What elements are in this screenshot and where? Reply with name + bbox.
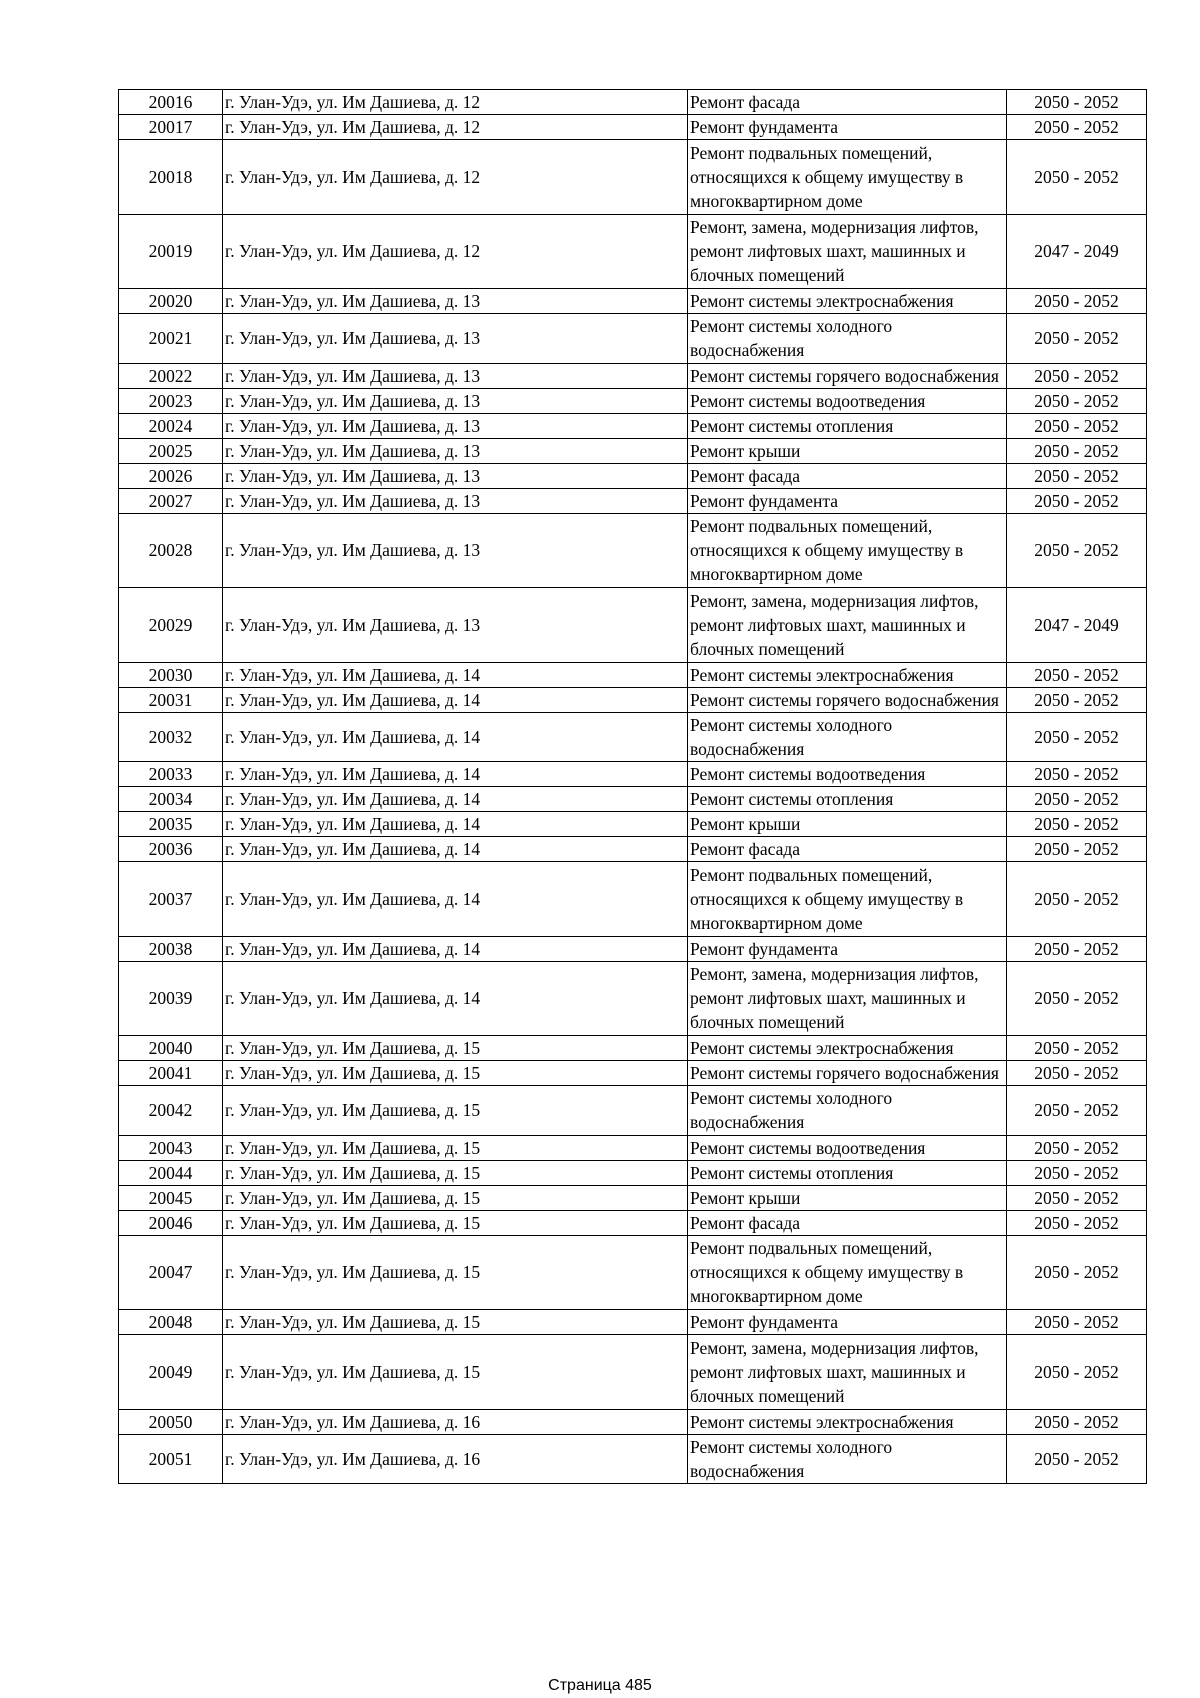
row-work-cell: Ремонт системы электроснабжения bbox=[688, 1409, 1007, 1434]
row-address-cell: г. Улан-Удэ, ул. Им Дашиева, д. 15 bbox=[223, 1135, 688, 1160]
table-row bbox=[119, 413, 1147, 438]
table-row bbox=[119, 762, 1147, 787]
row-work-cell: Ремонт системы водоотведения bbox=[688, 388, 1007, 413]
row-period-cell: 2050 - 2052 bbox=[1007, 1185, 1147, 1210]
row-period-cell: 2050 - 2052 bbox=[1007, 314, 1147, 364]
table-row bbox=[119, 1235, 1147, 1310]
row-work-cell: Ремонт системы электроснабжения bbox=[688, 289, 1007, 314]
row-period-cell: 2050 - 2052 bbox=[1007, 1335, 1147, 1410]
page-number: Страница 485 bbox=[548, 1677, 652, 1694]
row-address-cell: г. Улан-Удэ, ул. Им Дашиева, д. 15 bbox=[223, 1061, 688, 1086]
row-period-cell: 2050 - 2052 bbox=[1007, 289, 1147, 314]
row-period-cell: 2050 - 2052 bbox=[1007, 363, 1147, 388]
row-address-cell: г. Улан-Удэ, ул. Им Дашиева, д. 15 bbox=[223, 1235, 688, 1310]
row-address-cell: г. Улан-Удэ, ул. Им Дашиева, д. 14 bbox=[223, 961, 688, 1036]
row-work-cell: Ремонт, замена, модернизация лифтов, ремонт лифтовых шахт, машинных и блочных помещений bbox=[688, 1335, 1007, 1410]
row-period-cell: 2050 - 2052 bbox=[1007, 140, 1147, 215]
row-work-cell: Ремонт системы водоотведения bbox=[688, 1135, 1007, 1160]
row-work-cell: Ремонт фундамента bbox=[688, 936, 1007, 961]
row-id-cell: 20026 bbox=[119, 463, 223, 488]
row-period-cell: 2050 - 2052 bbox=[1007, 1235, 1147, 1310]
table-row bbox=[119, 1036, 1147, 1061]
row-period-cell: 2050 - 2052 bbox=[1007, 1086, 1147, 1136]
row-period-cell: 2050 - 2052 bbox=[1007, 1135, 1147, 1160]
row-address-cell: г. Улан-Удэ, ул. Им Дашиева, д. 13 bbox=[223, 314, 688, 364]
table-row bbox=[119, 314, 1147, 364]
table-row bbox=[119, 1409, 1147, 1434]
row-work-cell: Ремонт, замена, модернизация лифтов, ремонт лифтовых шахт, машинных и блочных помещений bbox=[688, 588, 1007, 663]
row-address-cell: г. Улан-Удэ, ул. Им Дашиева, д. 13 bbox=[223, 463, 688, 488]
row-period-cell: 2050 - 2052 bbox=[1007, 1409, 1147, 1434]
row-id-cell: 20023 bbox=[119, 388, 223, 413]
row-work-cell: Ремонт системы отопления bbox=[688, 787, 1007, 812]
row-period-cell: 2050 - 2052 bbox=[1007, 936, 1147, 961]
row-work-cell: Ремонт, замена, модернизация лифтов, ремонт лифтовых шахт, машинных и блочных помещений bbox=[688, 961, 1007, 1036]
row-address-cell: г. Улан-Удэ, ул. Им Дашиева, д. 15 bbox=[223, 1335, 688, 1410]
table-row bbox=[119, 787, 1147, 812]
table-row bbox=[119, 463, 1147, 488]
works-table bbox=[118, 89, 1147, 1484]
row-id-cell: 20049 bbox=[119, 1335, 223, 1410]
row-id-cell: 20031 bbox=[119, 687, 223, 712]
table-row bbox=[119, 662, 1147, 687]
table-row bbox=[119, 438, 1147, 463]
table-row bbox=[119, 1135, 1147, 1160]
row-work-cell: Ремонт системы горячего водоснабжения bbox=[688, 687, 1007, 712]
table-row bbox=[119, 687, 1147, 712]
row-period-cell: 2050 - 2052 bbox=[1007, 662, 1147, 687]
row-id-cell: 20044 bbox=[119, 1160, 223, 1185]
row-period-cell: 2050 - 2052 bbox=[1007, 712, 1147, 762]
row-work-cell: Ремонт фасада bbox=[688, 463, 1007, 488]
table-row bbox=[119, 289, 1147, 314]
row-address-cell: г. Улан-Удэ, ул. Им Дашиева, д. 15 bbox=[223, 1036, 688, 1061]
row-id-cell: 20037 bbox=[119, 862, 223, 937]
row-address-cell: г. Улан-Удэ, ул. Им Дашиева, д. 14 bbox=[223, 712, 688, 762]
row-id-cell: 20033 bbox=[119, 762, 223, 787]
table-row bbox=[119, 862, 1147, 937]
row-address-cell: г. Улан-Удэ, ул. Им Дашиева, д. 15 bbox=[223, 1310, 688, 1335]
row-id-cell: 20050 bbox=[119, 1409, 223, 1434]
table-row bbox=[119, 1434, 1147, 1484]
row-address-cell: г. Улан-Удэ, ул. Им Дашиева, д. 14 bbox=[223, 812, 688, 837]
row-work-cell: Ремонт системы холодного водоснабжения bbox=[688, 712, 1007, 762]
table-row bbox=[119, 513, 1147, 588]
row-address-cell: г. Улан-Удэ, ул. Им Дашиева, д. 14 bbox=[223, 687, 688, 712]
row-id-cell: 20039 bbox=[119, 961, 223, 1036]
row-period-cell: 2050 - 2052 bbox=[1007, 513, 1147, 588]
row-work-cell: Ремонт фундамента bbox=[688, 115, 1007, 140]
table-row bbox=[119, 588, 1147, 663]
table-row bbox=[119, 837, 1147, 862]
row-address-cell: г. Улан-Удэ, ул. Им Дашиева, д. 16 bbox=[223, 1434, 688, 1484]
table-row bbox=[119, 488, 1147, 513]
row-address-cell: г. Улан-Удэ, ул. Им Дашиева, д. 15 bbox=[223, 1160, 688, 1185]
row-period-cell: 2050 - 2052 bbox=[1007, 438, 1147, 463]
row-period-cell: 2050 - 2052 bbox=[1007, 1310, 1147, 1335]
row-id-cell: 20021 bbox=[119, 314, 223, 364]
table-row bbox=[119, 1086, 1147, 1136]
row-period-cell: 2050 - 2052 bbox=[1007, 1210, 1147, 1235]
row-work-cell: Ремонт системы отопления bbox=[688, 1160, 1007, 1185]
row-period-cell: 2050 - 2052 bbox=[1007, 961, 1147, 1036]
row-address-cell: г. Улан-Удэ, ул. Им Дашиева, д. 12 bbox=[223, 115, 688, 140]
row-work-cell: Ремонт крыши bbox=[688, 1185, 1007, 1210]
row-address-cell: г. Улан-Удэ, ул. Им Дашиева, д. 12 bbox=[223, 214, 688, 289]
row-address-cell: г. Улан-Удэ, ул. Им Дашиева, д. 13 bbox=[223, 513, 688, 588]
row-id-cell: 20029 bbox=[119, 588, 223, 663]
row-address-cell: г. Улан-Удэ, ул. Им Дашиева, д. 14 bbox=[223, 837, 688, 862]
row-id-cell: 20035 bbox=[119, 812, 223, 837]
table-row bbox=[119, 712, 1147, 762]
row-work-cell: Ремонт системы водоотведения bbox=[688, 762, 1007, 787]
row-id-cell: 20041 bbox=[119, 1061, 223, 1086]
row-id-cell: 20017 bbox=[119, 115, 223, 140]
row-period-cell: 2050 - 2052 bbox=[1007, 1434, 1147, 1484]
table-row bbox=[119, 214, 1147, 289]
table-row bbox=[119, 90, 1147, 115]
row-id-cell: 20030 bbox=[119, 662, 223, 687]
row-id-cell: 20036 bbox=[119, 837, 223, 862]
row-address-cell: г. Улан-Удэ, ул. Им Дашиева, д. 14 bbox=[223, 662, 688, 687]
table-row bbox=[119, 363, 1147, 388]
row-work-cell: Ремонт фасада bbox=[688, 837, 1007, 862]
row-period-cell: 2050 - 2052 bbox=[1007, 463, 1147, 488]
table-row bbox=[119, 961, 1147, 1036]
row-period-cell: 2050 - 2052 bbox=[1007, 413, 1147, 438]
row-address-cell: г. Улан-Удэ, ул. Им Дашиева, д. 13 bbox=[223, 289, 688, 314]
row-address-cell: г. Улан-Удэ, ул. Им Дашиева, д. 16 bbox=[223, 1409, 688, 1434]
row-address-cell: г. Улан-Удэ, ул. Им Дашиева, д. 14 bbox=[223, 787, 688, 812]
row-work-cell: Ремонт, замена, модернизация лифтов, ремонт лифтовых шахт, машинных и блочных помещений bbox=[688, 214, 1007, 289]
row-id-cell: 20020 bbox=[119, 289, 223, 314]
row-work-cell: Ремонт фасада bbox=[688, 1210, 1007, 1235]
row-address-cell: г. Улан-Удэ, ул. Им Дашиева, д. 13 bbox=[223, 488, 688, 513]
row-period-cell: 2050 - 2052 bbox=[1007, 488, 1147, 513]
table-row bbox=[119, 1210, 1147, 1235]
row-id-cell: 20024 bbox=[119, 413, 223, 438]
row-period-cell: 2050 - 2052 bbox=[1007, 812, 1147, 837]
row-period-cell: 2050 - 2052 bbox=[1007, 762, 1147, 787]
row-id-cell: 20032 bbox=[119, 712, 223, 762]
row-id-cell: 20048 bbox=[119, 1310, 223, 1335]
row-work-cell: Ремонт подвальных помещений, относящихся к общему имуществу в многоквартирном доме bbox=[688, 513, 1007, 588]
row-address-cell: г. Улан-Удэ, ул. Им Дашиева, д. 14 bbox=[223, 936, 688, 961]
row-address-cell: г. Улан-Удэ, ул. Им Дашиева, д. 14 bbox=[223, 862, 688, 937]
row-address-cell: г. Улан-Удэ, ул. Им Дашиева, д. 12 bbox=[223, 90, 688, 115]
row-work-cell: Ремонт крыши bbox=[688, 438, 1007, 463]
row-period-cell: 2050 - 2052 bbox=[1007, 787, 1147, 812]
row-period-cell: 2050 - 2052 bbox=[1007, 837, 1147, 862]
row-address-cell: г. Улан-Удэ, ул. Им Дашиева, д. 13 bbox=[223, 388, 688, 413]
row-address-cell: г. Улан-Удэ, ул. Им Дашиева, д. 13 bbox=[223, 363, 688, 388]
table-row bbox=[119, 140, 1147, 215]
row-id-cell: 20025 bbox=[119, 438, 223, 463]
table-row bbox=[119, 115, 1147, 140]
row-work-cell: Ремонт системы горячего водоснабжения bbox=[688, 1061, 1007, 1086]
row-address-cell: г. Улан-Удэ, ул. Им Дашиева, д. 15 bbox=[223, 1185, 688, 1210]
row-id-cell: 20027 bbox=[119, 488, 223, 513]
row-id-cell: 20038 bbox=[119, 936, 223, 961]
row-id-cell: 20043 bbox=[119, 1135, 223, 1160]
row-address-cell: г. Улан-Удэ, ул. Им Дашиева, д. 15 bbox=[223, 1086, 688, 1136]
row-work-cell: Ремонт крыши bbox=[688, 812, 1007, 837]
row-period-cell: 2050 - 2052 bbox=[1007, 862, 1147, 937]
row-address-cell: г. Улан-Удэ, ул. Им Дашиева, д. 14 bbox=[223, 762, 688, 787]
row-id-cell: 20040 bbox=[119, 1036, 223, 1061]
row-period-cell: 2050 - 2052 bbox=[1007, 1160, 1147, 1185]
row-id-cell: 20034 bbox=[119, 787, 223, 812]
row-period-cell: 2050 - 2052 bbox=[1007, 388, 1147, 413]
row-address-cell: г. Улан-Удэ, ул. Им Дашиева, д. 12 bbox=[223, 140, 688, 215]
row-id-cell: 20046 bbox=[119, 1210, 223, 1235]
row-address-cell: г. Улан-Удэ, ул. Им Дашиева, д. 13 bbox=[223, 438, 688, 463]
row-work-cell: Ремонт системы электроснабжения bbox=[688, 1036, 1007, 1061]
table-row bbox=[119, 812, 1147, 837]
row-id-cell: 20019 bbox=[119, 214, 223, 289]
table-row bbox=[119, 1335, 1147, 1410]
row-work-cell: Ремонт системы горячего водоснабжения bbox=[688, 363, 1007, 388]
row-work-cell: Ремонт подвальных помещений, относящихся к общему имуществу в многоквартирном доме bbox=[688, 140, 1007, 215]
works-table-body bbox=[119, 90, 1147, 1484]
row-address-cell: г. Улан-Удэ, ул. Им Дашиева, д. 13 bbox=[223, 588, 688, 663]
row-work-cell: Ремонт подвальных помещений, относящихся к общему имуществу в многоквартирном доме bbox=[688, 862, 1007, 937]
row-id-cell: 20028 bbox=[119, 513, 223, 588]
row-id-cell: 20022 bbox=[119, 363, 223, 388]
row-work-cell: Ремонт подвальных помещений, относящихся к общему имуществу в многоквартирном доме bbox=[688, 1235, 1007, 1310]
row-period-cell: 2047 - 2049 bbox=[1007, 214, 1147, 289]
row-id-cell: 20042 bbox=[119, 1086, 223, 1136]
row-address-cell: г. Улан-Удэ, ул. Им Дашиева, д. 13 bbox=[223, 413, 688, 438]
row-period-cell: 2050 - 2052 bbox=[1007, 1061, 1147, 1086]
row-id-cell: 20016 bbox=[119, 90, 223, 115]
row-id-cell: 20047 bbox=[119, 1235, 223, 1310]
table-row bbox=[119, 1310, 1147, 1335]
row-work-cell: Ремонт системы холодного водоснабжения bbox=[688, 314, 1007, 364]
row-period-cell: 2050 - 2052 bbox=[1007, 687, 1147, 712]
table-row bbox=[119, 1061, 1147, 1086]
row-id-cell: 20045 bbox=[119, 1185, 223, 1210]
row-work-cell: Ремонт фундамента bbox=[688, 488, 1007, 513]
row-period-cell: 2050 - 2052 bbox=[1007, 1036, 1147, 1061]
row-period-cell: 2050 - 2052 bbox=[1007, 90, 1147, 115]
row-work-cell: Ремонт системы холодного водоснабжения bbox=[688, 1086, 1007, 1136]
row-work-cell: Ремонт фундамента bbox=[688, 1310, 1007, 1335]
table-row bbox=[119, 1160, 1147, 1185]
table-row bbox=[119, 936, 1147, 961]
table-row bbox=[119, 388, 1147, 413]
row-address-cell: г. Улан-Удэ, ул. Им Дашиева, д. 15 bbox=[223, 1210, 688, 1235]
row-period-cell: 2050 - 2052 bbox=[1007, 115, 1147, 140]
table-row bbox=[119, 1185, 1147, 1210]
row-id-cell: 20051 bbox=[119, 1434, 223, 1484]
row-work-cell: Ремонт системы отопления bbox=[688, 413, 1007, 438]
row-work-cell: Ремонт системы холодного водоснабжения bbox=[688, 1434, 1007, 1484]
row-work-cell: Ремонт фасада bbox=[688, 90, 1007, 115]
row-work-cell: Ремонт системы электроснабжения bbox=[688, 662, 1007, 687]
row-id-cell: 20018 bbox=[119, 140, 223, 215]
row-period-cell: 2047 - 2049 bbox=[1007, 588, 1147, 663]
